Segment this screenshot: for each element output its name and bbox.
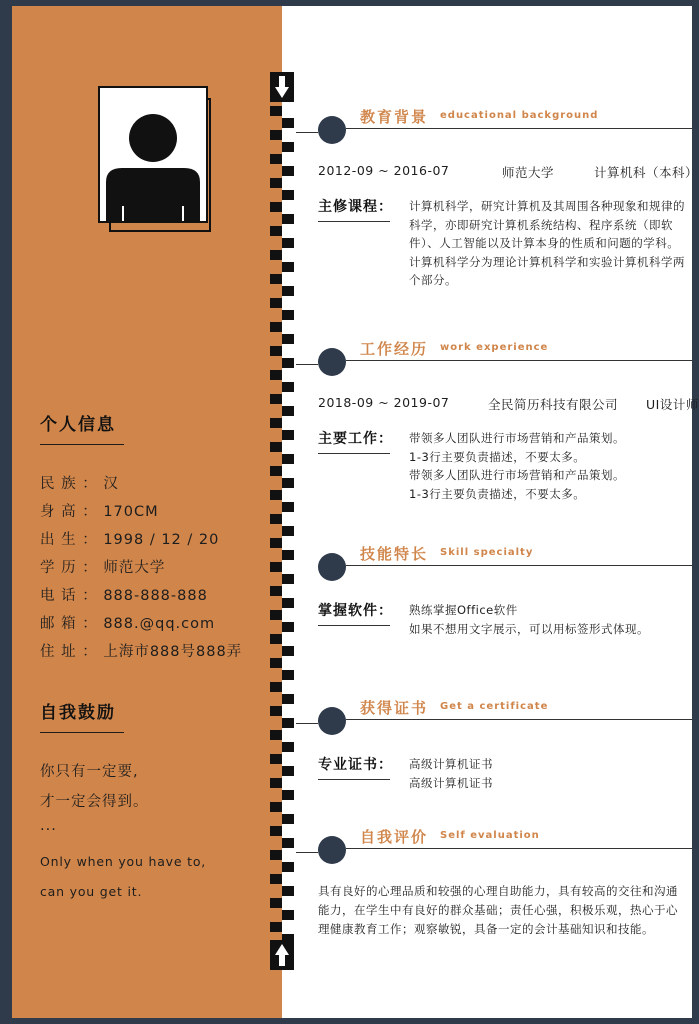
zipper-tooth [270, 922, 282, 932]
zipper-tooth [270, 562, 282, 572]
education-desc-2: 计算机科学分为理论计算机科学和实验计算机科学两个部分。 [409, 254, 685, 287]
skills-description [409, 601, 687, 638]
education-desc-1: 计算机科学，研究计算机及其周围各种现象和规律的科学，亦即研究计算机系统结构、程序系统（即软件）、人工智能以及计算本身的性质和问题的学科。 [409, 199, 685, 250]
info-ethnicity: 民 族 ： 汉 [40, 476, 119, 492]
zipper-tooth [282, 190, 294, 200]
zipper-tooth [270, 754, 282, 764]
divider [346, 719, 692, 720]
zipper-tooth [282, 238, 294, 248]
skills-subtitle: Skill specialty [440, 547, 534, 558]
info-birth: 出 生 ： 1998 / 12 / 20 [40, 532, 220, 548]
zipper-tooth [282, 838, 294, 848]
bullet-circle [318, 707, 346, 735]
zipper-tooth [282, 478, 294, 488]
education-school: 师范大学 [502, 165, 555, 180]
evaluation-header [296, 828, 692, 862]
zipper-tooth [270, 874, 282, 884]
education-label: 主修课程： [318, 196, 393, 216]
zipper-tooth [282, 118, 294, 128]
certificate-desc-2: 高级计算机证书 [409, 775, 493, 790]
zipper-tooth [270, 394, 282, 404]
zipper-tooth [270, 298, 282, 308]
zipper-tooth [270, 346, 282, 356]
zipper-tooth [282, 262, 294, 272]
left-panel [12, 6, 282, 1018]
zipper-tooth [282, 910, 294, 920]
zipper-tooth [270, 850, 282, 860]
motto-en-line-2: can you get it. [40, 884, 143, 899]
certificate-description [409, 755, 687, 792]
zipper-tooth [270, 226, 282, 236]
motto-line-1: 你只有一定要, [40, 764, 139, 780]
skills-header [296, 545, 692, 579]
zipper-tooth [270, 250, 282, 260]
person-icon [100, 88, 206, 221]
zipper-bottom-pull [270, 940, 294, 970]
zipper-tooth [282, 142, 294, 152]
divider [296, 132, 318, 133]
info-address: 住 址 ： 上海市888号888弄 [40, 644, 243, 660]
zipper-tooth [270, 466, 282, 476]
zipper-tooth [270, 274, 282, 284]
skills-title: 技能特长 [360, 545, 429, 563]
zipper-tooth [270, 730, 282, 740]
zipper-tooth [270, 538, 282, 548]
education-title: 教育背景 [360, 108, 429, 126]
work-description [409, 429, 687, 503]
work-company: 全民简历科技有限公司 [488, 397, 619, 412]
zipper-tooth [282, 382, 294, 392]
zipper-tooth [282, 502, 294, 512]
zipper-tooth [282, 598, 294, 608]
certificate-title: 获得证书 [360, 699, 429, 717]
divider [346, 848, 692, 849]
zipper-tooth [270, 658, 282, 668]
zipper-tooth [270, 898, 282, 908]
certificate-desc-1: 高级计算机证书 [409, 757, 493, 771]
divider [346, 360, 692, 361]
zipper-tooth [270, 802, 282, 812]
zipper-tooth [270, 778, 282, 788]
zipper-tooth [282, 862, 294, 872]
work-label: 主要工作： [318, 428, 393, 448]
zipper-tooth [270, 202, 282, 212]
zipper-teeth [268, 70, 296, 976]
certificate-subtitle: Get a certificate [440, 701, 549, 712]
zipper-tooth [282, 214, 294, 224]
resume-page [12, 6, 699, 1018]
evaluation-text: 具有良好的心理品质和较强的心理自助能力，具有较高的交往和沟通能力，在学生中有良好的群众基础；责任心强，积极乐观，热心于心理健康教育工作；观察敏锐，具备一定的会计基础知识和技能。 [318, 884, 678, 936]
zipper-tooth [270, 490, 282, 500]
zipper-tooth [282, 166, 294, 176]
zipper-tooth [282, 334, 294, 344]
zipper-tooth [270, 682, 282, 692]
work-desc-3: 带领多人团队进行市场营销和产品策划。 [409, 468, 625, 482]
motto-line-3: ... [40, 818, 57, 834]
zipper-tooth [282, 766, 294, 776]
personal-info-title: 个人信息 [40, 410, 116, 435]
zipper-tooth [270, 706, 282, 716]
zipper-tooth [282, 574, 294, 584]
zipper-tooth [282, 886, 294, 896]
skills-desc-1: 熟练掌握Office软件 [409, 603, 518, 617]
zipper-tooth [282, 646, 294, 656]
skills-desc-2: 如果不想用文字展示，可以用标签形式体现。 [409, 621, 649, 636]
work-title: 工作经历 [360, 340, 429, 358]
divider [296, 364, 318, 365]
info-education: 学 历 ： 师范大学 [40, 560, 166, 576]
zipper-tooth [282, 286, 294, 296]
zipper-tooth [270, 610, 282, 620]
motto-en-line-1: Only when you have to, [40, 854, 207, 869]
bullet-circle [318, 116, 346, 144]
bullet-circle [318, 553, 346, 581]
zipper-tooth [282, 310, 294, 320]
work-position: UI设计师 [646, 397, 699, 412]
motto-title: 自我鼓励 [40, 698, 116, 723]
work-subtitle: work experience [440, 342, 549, 353]
zipper-tooth [270, 130, 282, 140]
bullet-circle [318, 348, 346, 376]
zipper-tooth [282, 742, 294, 752]
zipper-tooth [270, 442, 282, 452]
motto-line-2: 才一定会得到。 [40, 794, 149, 810]
certificate-label: 专业证书： [318, 754, 393, 774]
divider [296, 723, 318, 724]
zipper-tooth [282, 526, 294, 536]
zipper-tooth [270, 586, 282, 596]
zipper-tooth [270, 418, 282, 428]
zipper-tooth [282, 358, 294, 368]
zipper-tooth [270, 106, 282, 116]
work-desc-1: 带领多人团队进行市场营销和产品策划。 [409, 431, 625, 445]
education-major: 计算机科（本科） [594, 165, 699, 180]
zipper-tooth [282, 622, 294, 632]
work-header [296, 340, 692, 374]
education-subtitle: educational background [440, 110, 599, 121]
zipper-tooth [282, 670, 294, 680]
zipper-tooth [282, 406, 294, 416]
arrow-up-icon [270, 940, 294, 970]
education-header [296, 108, 692, 142]
divider [346, 565, 692, 566]
zipper-tooth [282, 694, 294, 704]
zipper-tooth [270, 514, 282, 524]
zipper-tooth [270, 826, 282, 836]
education-period: 2012-09 ~ 2016-07 [318, 163, 450, 178]
zipper-tooth [282, 814, 294, 824]
right-panel [296, 6, 699, 1018]
zipper-tooth [270, 370, 282, 380]
zipper-tooth [282, 454, 294, 464]
evaluation-subtitle: Self evaluation [440, 830, 540, 841]
bullet-circle [318, 836, 346, 864]
info-phone: 电 话 ： 888-888-888 [40, 588, 208, 604]
zipper-tooth [270, 634, 282, 644]
avatar [98, 86, 208, 223]
divider [296, 852, 318, 853]
work-period: 2018-09 ~ 2019-07 [318, 395, 450, 410]
skills-label: 掌握软件： [318, 600, 393, 620]
work-desc-2: 1-3行主要负责描述，不要太多。 [409, 449, 586, 464]
zipper-tooth [282, 718, 294, 728]
zipper-tooth [270, 178, 282, 188]
zipper-tooth [270, 154, 282, 164]
evaluation-title: 自我评价 [360, 828, 429, 846]
zipper-tooth [282, 430, 294, 440]
zipper-tooth [282, 790, 294, 800]
zipper-tooth [282, 550, 294, 560]
info-email: 邮 箱 ： 888.@qq.com [40, 616, 216, 632]
certificate-header [296, 699, 692, 733]
divider [346, 128, 692, 129]
info-height: 身 高 ： 170CM [40, 504, 159, 520]
education-description [409, 197, 687, 290]
work-desc-4: 1-3行主要负责描述，不要太多。 [409, 486, 586, 501]
zipper-tooth [270, 322, 282, 332]
